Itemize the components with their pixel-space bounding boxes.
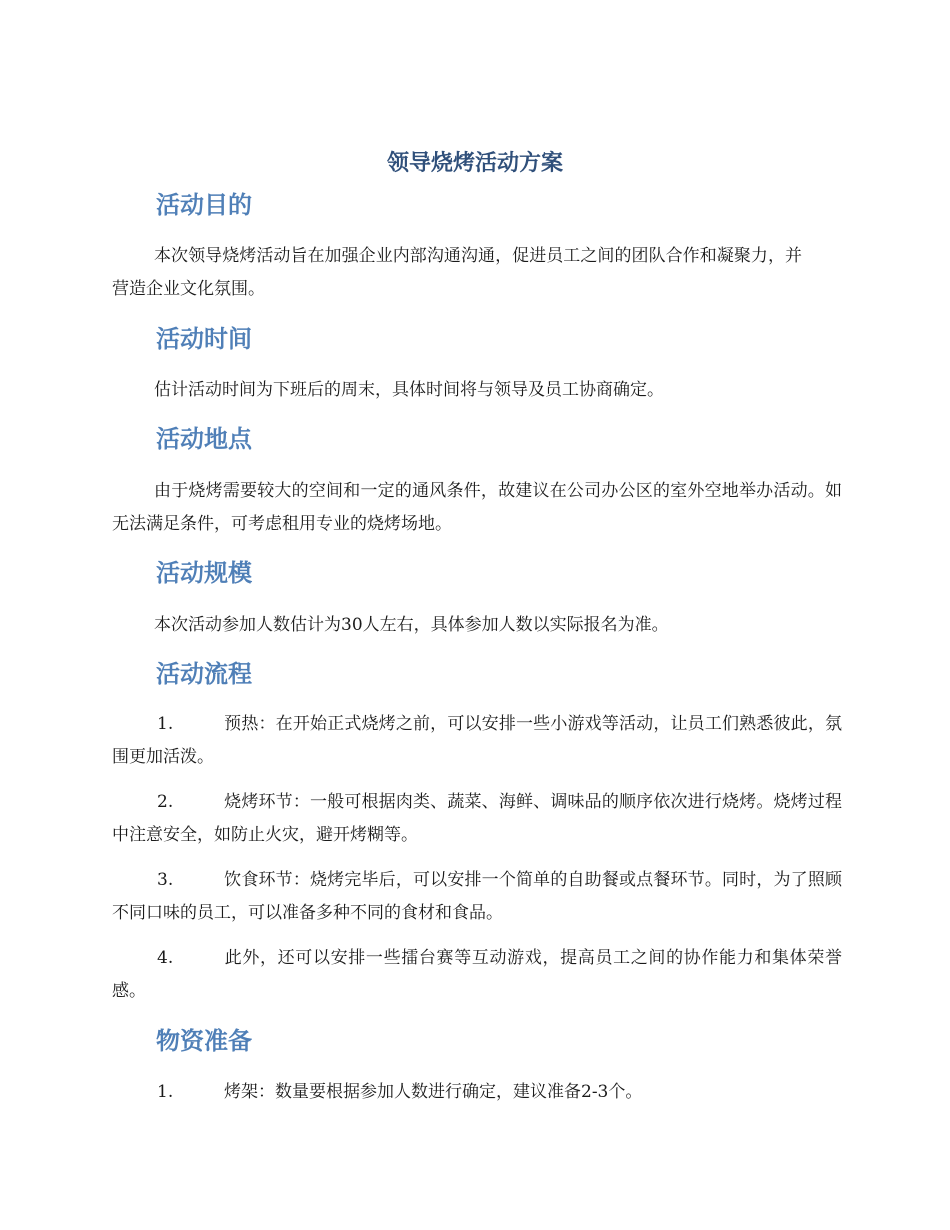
list-item-text: 预热：在开始正式烧烤之前，可以安排一些小游戏等活动，让员工们熟悉彼此，氛围更加活泼。 <box>112 714 842 767</box>
list-item-text: 饮食环节：烧烤完毕后，可以安排一个简单的自助餐或点餐环节。同时，为了照顾不同口味的员工，可以准备多种不同的食材和食品。 <box>112 870 842 923</box>
list-item-number: 1. <box>157 1082 174 1102</box>
paragraph-location: 由于烧烤需要较大的空间和一定的通风条件，故建议在公司办公区的室外空地举办活动。如无法满足条件，可考虑租用专业的烧烤场地。 <box>112 481 842 534</box>
list-item <box>112 942 842 1008</box>
heading-process: 活动流程 <box>156 660 252 688</box>
heading-purpose: 活动目的 <box>156 191 252 219</box>
list-item-number: 2. <box>157 792 174 812</box>
heading-time: 活动时间 <box>156 325 252 353</box>
list-item-text: 烤架：数量要根据参加人数进行确定，建议准备2-3个。 <box>224 1082 643 1102</box>
document-title: 领导烧烤活动方案 <box>386 151 563 176</box>
list-item <box>112 1076 842 1109</box>
heading-materials: 物资准备 <box>156 1027 252 1055</box>
list-item-number: 3. <box>157 870 174 890</box>
list-item-number: 4. <box>157 948 174 968</box>
paragraph-purpose: 本次领导烧烤活动旨在加强企业内部沟通沟通，促进员工之间的团队合作和凝聚力，并营造企业文化氛围。 <box>112 246 802 299</box>
list-item-text: 此外，还可以安排一些擂台赛等互动游戏，提高员工之间的协作能力和集体荣誉感。 <box>112 948 842 1001</box>
list-item-number: 1. <box>157 714 174 734</box>
paragraph-scale: 本次活动参加人数估计为30人左右，具体参加人数以实际报名为准。 <box>154 615 669 635</box>
heading-location: 活动地点 <box>156 425 252 453</box>
list-item <box>112 864 842 930</box>
paragraph-time: 估计活动时间为下班后的周末，具体时间将与领导及员工协商确定。 <box>154 380 664 400</box>
list-item <box>112 708 842 774</box>
list-item <box>112 786 842 852</box>
list-item-text: 烧烤环节：一般可根据肉类、蔬菜、海鲜、调味品的顺序依次进行烧烤。烧烤过程中注意安全，如防止火灾，避开烤糊等。 <box>112 792 842 845</box>
heading-scale: 活动规模 <box>156 559 252 587</box>
